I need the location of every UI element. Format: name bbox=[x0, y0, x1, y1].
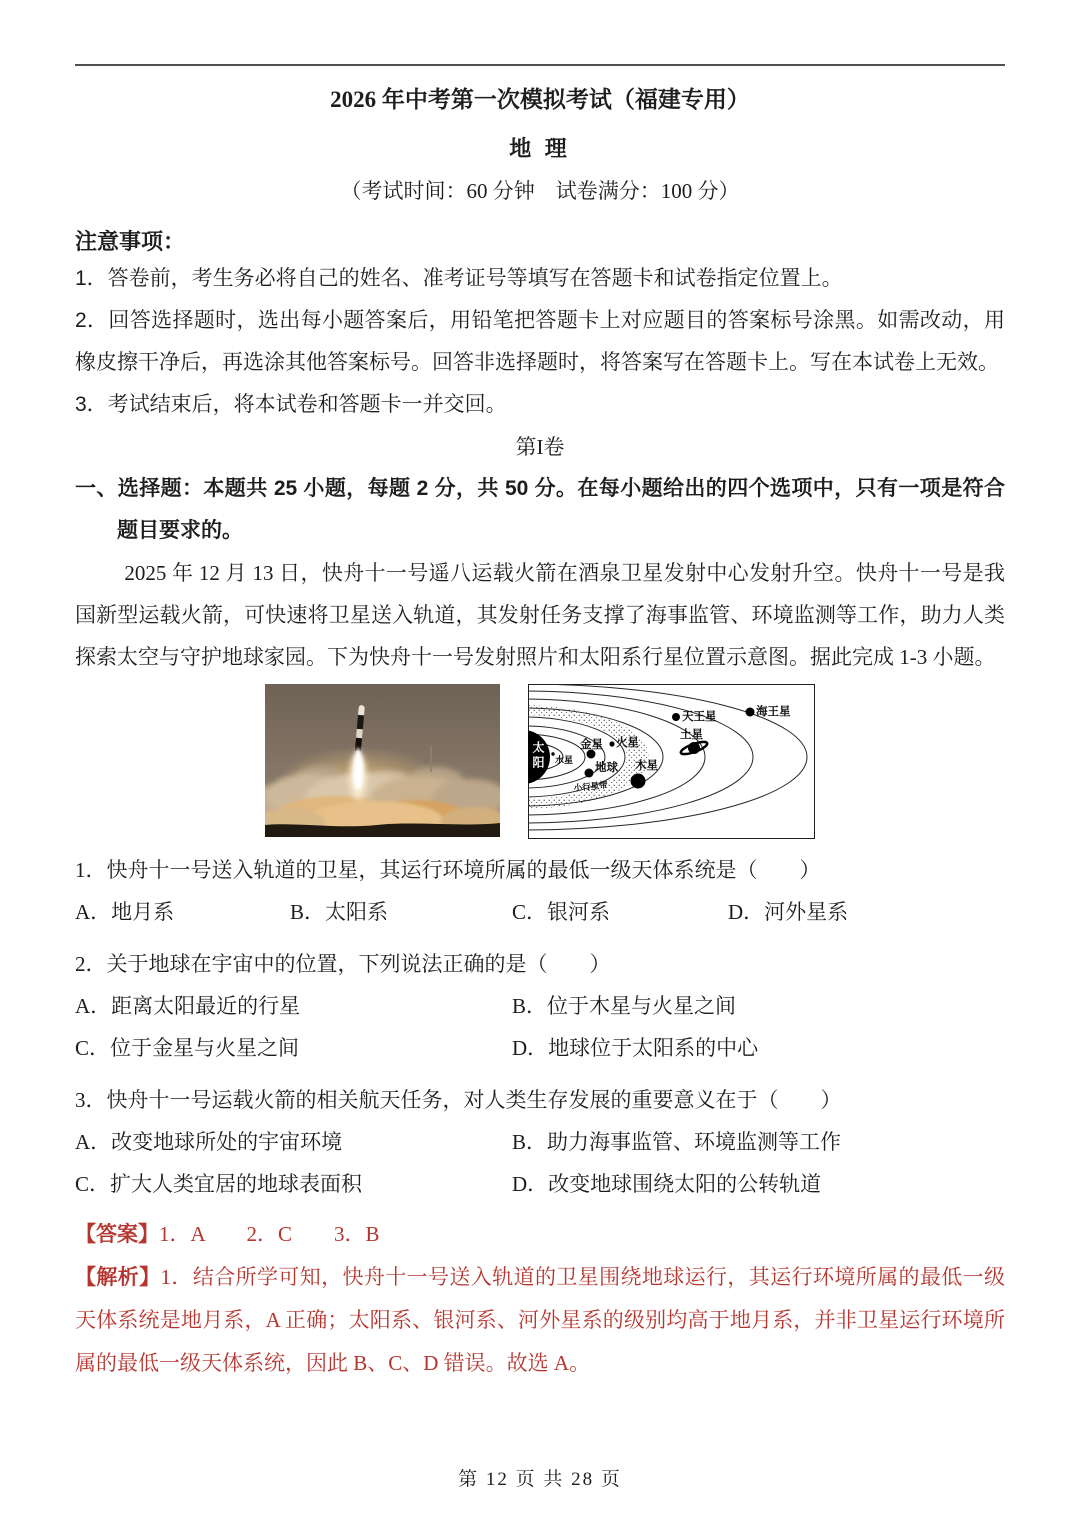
earth-dot bbox=[585, 769, 594, 778]
jupiter-label: 木星 bbox=[635, 760, 658, 772]
rocket-launch-photo bbox=[265, 684, 500, 837]
mercury-label: 水星 bbox=[555, 755, 574, 765]
option-3b: B． 助力海事监管、环境监测等工作 bbox=[512, 1130, 842, 1154]
option-3a: A． 改变地球所处的宇宙环境 bbox=[75, 1130, 343, 1154]
rocket-photo-art bbox=[265, 684, 500, 837]
option-3c: C． 扩大人类宜居的地球表面积 bbox=[75, 1172, 363, 1196]
option-2c: C． 位于金星与火星之间 bbox=[75, 1036, 300, 1060]
question-1-options bbox=[75, 891, 1005, 933]
notice-item-1: 1．答卷前，考生务必将自己的姓名、准考证号等填写在答题卡和试卷指定位置上。 bbox=[75, 267, 843, 290]
option-1a: A． 地月系 bbox=[75, 900, 175, 924]
notice-item-2: 2．回答选择题时，选出每小题答案后，用铅笔把答题卡上对应题目的答案标号涂黑。如需改动，用橡皮擦干净后，再选涂其他答案标号。回答非选择题时，将答案写在答题卡上。写在本试卷上无效。 bbox=[75, 309, 1005, 374]
option-1b: B． 太阳系 bbox=[290, 900, 389, 924]
asteroid-belt-label: 小行星带 bbox=[573, 779, 609, 793]
solar-system-diagram bbox=[528, 684, 815, 839]
question-3-options-row-2 bbox=[75, 1163, 1005, 1205]
option-2b: B． 位于木星与火星之间 bbox=[512, 994, 737, 1018]
analysis-text: 1．结合所学可知，快舟十一号送入轨道的卫星围绕地球运行，其运行环境所属的最低一级天体系统是地月系，A 正确；太阳系、银河系、河外星系的级别均高于地月系，并非卫星运行环境所属的最低一级天体系统，因此 B、C、D 错误。故选 A。 bbox=[75, 1265, 1006, 1375]
question-2-options-row-1 bbox=[75, 985, 1005, 1027]
question-1-stem: 1．快舟十一号送入轨道的卫星，其运行环境所属的最低一级天体系统是（ ） bbox=[75, 858, 821, 882]
analysis-tag: 【解析】 bbox=[75, 1265, 161, 1289]
earth-label: 地球 bbox=[595, 762, 618, 774]
option-1d: D． 河外星系 bbox=[728, 900, 849, 924]
notice-heading: 注意事项： bbox=[75, 229, 186, 254]
answer-values: 1．A 2．C 3．B bbox=[159, 1222, 380, 1246]
uranus-dot bbox=[672, 713, 680, 721]
uranus-label: 天王星 bbox=[682, 711, 717, 723]
answer-tag: 【答案】 bbox=[75, 1222, 159, 1246]
option-2a: A． 距离太阳最近的行星 bbox=[75, 994, 301, 1018]
mars-label: 火星 bbox=[616, 737, 639, 749]
passage-text: 2025 年 12 月 13 日，快舟十一号遥八运载火箭在酒泉卫星发射中心发射升空。快舟十一号是我国新型运载火箭，可快速将卫星送入轨道，其发射任务支撑了海事监管、环境监测等工作，助力人类探索太空与守护地球家园。下为快舟十一号发射照片和太阳系行星位置示意图。据此完成 1-3 小题。 bbox=[75, 561, 1005, 669]
launch-tower bbox=[430, 746, 432, 772]
part-label: 第I卷 bbox=[515, 435, 565, 459]
photo-ground bbox=[265, 823, 500, 837]
notice-item-3: 3．考试结束后，将本试卷和答题卡一并交回。 bbox=[75, 393, 507, 416]
exam-info: （考试时间：60 分钟 试卷满分：100 分） bbox=[340, 179, 740, 203]
option-1c: C． 银河系 bbox=[512, 900, 611, 924]
question-2-options-row-2 bbox=[75, 1027, 1005, 1069]
question-3-stem: 3．快舟十一号运载火箭的相关航天任务，对人类生存发展的重要意义在于（ ） bbox=[75, 1088, 842, 1112]
section-heading: 一、选择题：本题共 25 小题，每题 2 分，共 50 分。在每小题给出的四个选项中，只有一项是符合题目要求的。 bbox=[75, 477, 1005, 542]
subject-title: 地 理 bbox=[509, 136, 571, 161]
neptune-label: 海王星 bbox=[756, 706, 791, 718]
option-3d: D． 改变地球围绕太阳的公转轨道 bbox=[512, 1172, 822, 1196]
question-3-options-row-1 bbox=[75, 1121, 1005, 1163]
analysis-paragraph bbox=[75, 1256, 1005, 1385]
page-number-footer: 第 12 页 共 28 页 bbox=[458, 1469, 622, 1490]
option-2d: D． 地球位于太阳系的中心 bbox=[512, 1036, 759, 1060]
neptune-dot bbox=[746, 708, 755, 717]
figure-row bbox=[75, 684, 1005, 839]
solar-diagram-art bbox=[528, 684, 815, 839]
header-rule bbox=[75, 64, 1005, 66]
saturn-label: 土星 bbox=[680, 729, 703, 741]
mars-dot bbox=[609, 741, 614, 746]
question-2-stem: 2．关于地球在宇宙中的位置，下列说法正确的是（ ） bbox=[75, 952, 611, 976]
jupiter-dot bbox=[631, 774, 646, 789]
venus-label: 金星 bbox=[580, 739, 603, 751]
sun-label: 太阳 bbox=[531, 741, 545, 771]
answer-line bbox=[75, 1213, 1005, 1256]
page-title: 2026 年中考第一次模拟考试（福建专用） bbox=[330, 87, 750, 112]
